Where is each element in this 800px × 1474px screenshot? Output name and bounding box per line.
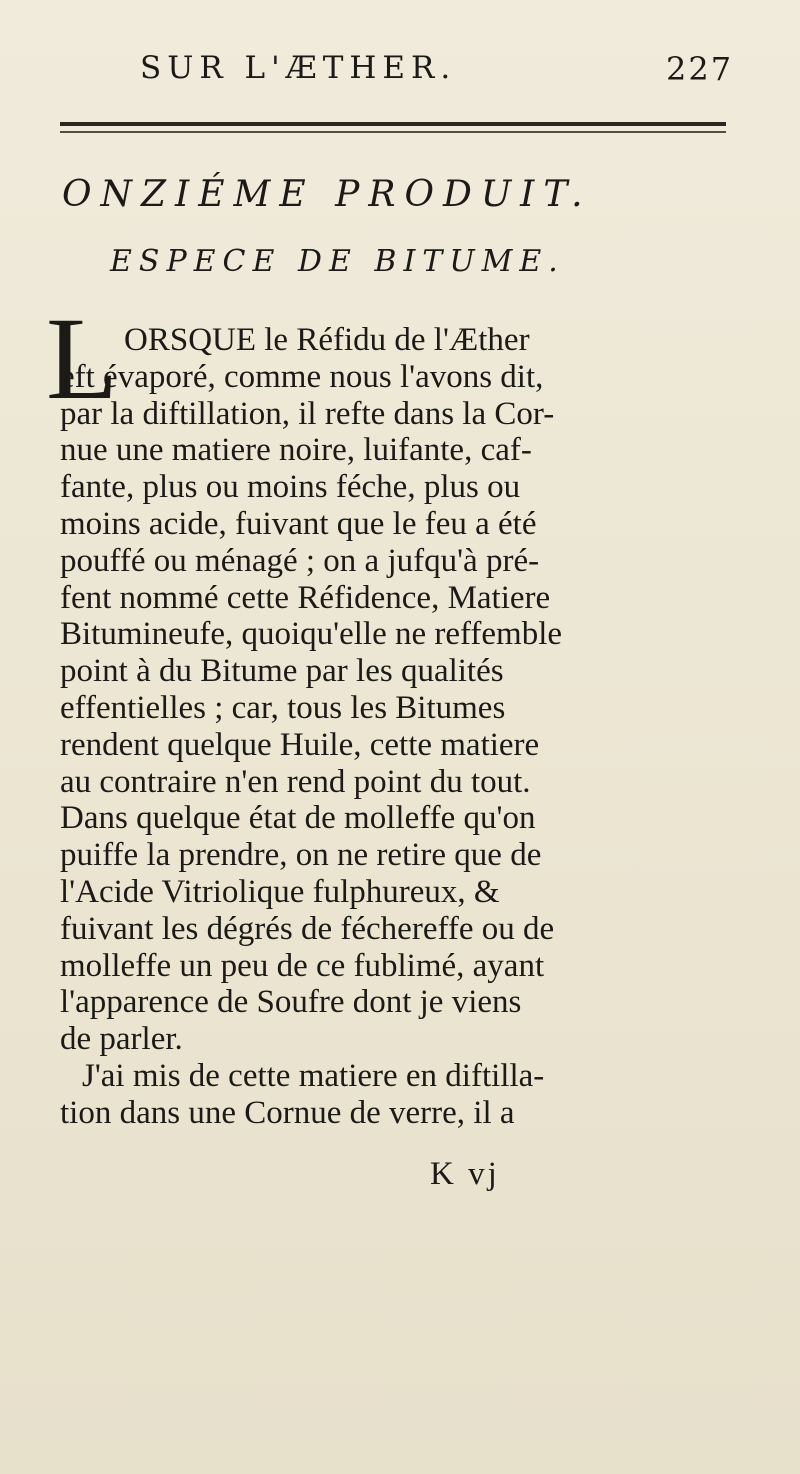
text-line: Dans quelque état de molleffe qu'on: [60, 800, 536, 837]
header-rule: [60, 122, 726, 126]
text-line: fent nommé cette Réfidence, Matiere: [60, 579, 551, 616]
text-line: eft évaporé, comme nous l'avons dit,: [60, 358, 544, 395]
section-subheading: ESPECE DE BITUME.: [110, 244, 565, 279]
header-rule-thin: [60, 131, 726, 133]
text-line: ORSQUE le Réfidu de l'Æther: [124, 322, 530, 358]
text-line: de parler.: [60, 1021, 183, 1058]
page-number: 227: [666, 50, 734, 88]
text-line: point à du Bitume par les qualités: [60, 653, 504, 690]
body-text: [60, 322, 744, 1132]
text-line: l'apparence de Soufre dont je viens: [60, 984, 522, 1021]
text-line: fante, plus ou moins féche, plus ou: [60, 469, 521, 506]
section-heading: ONZIÉME PRODUIT.: [62, 174, 592, 215]
text-line: tion dans une Cornue de verre, il a: [60, 1094, 515, 1131]
text-line: J'ai mis de cette matiere en diftilla-: [82, 1057, 545, 1094]
text-line: moins acide, fuivant que le feu a été: [60, 505, 537, 542]
text-line: l'Acide Vitriolique fulphureux, &: [60, 873, 500, 910]
text-line: pouffé ou ménagé ; on a jufqu'à pré-: [60, 542, 540, 579]
text-line: fuivant les dégrés de féchereffe ou de: [60, 910, 555, 947]
text-line: nue une matiere noire, luifante, caf-: [60, 432, 532, 469]
drop-cap: L: [46, 293, 119, 424]
text-line: par la diftillation, il refte dans la Cor-: [60, 395, 555, 432]
running-head: SUR L'ÆTHER.: [140, 50, 457, 86]
text-line: Bitumineufe, quoiqu'elle ne reffemble: [60, 616, 563, 653]
text-line: effentielles ; car, tous les Bitumes: [60, 689, 506, 726]
text-line: puiffe la prendre, on ne retire que de: [60, 837, 542, 874]
text-line: au contraire n'en rend point du tout.: [60, 763, 531, 800]
text-line: molleffe un peu de ce fublimé, ayant: [60, 947, 545, 984]
signature-mark: K vj: [430, 1156, 500, 1192]
text-line: rendent quelque Huile, cette matiere: [60, 726, 540, 763]
